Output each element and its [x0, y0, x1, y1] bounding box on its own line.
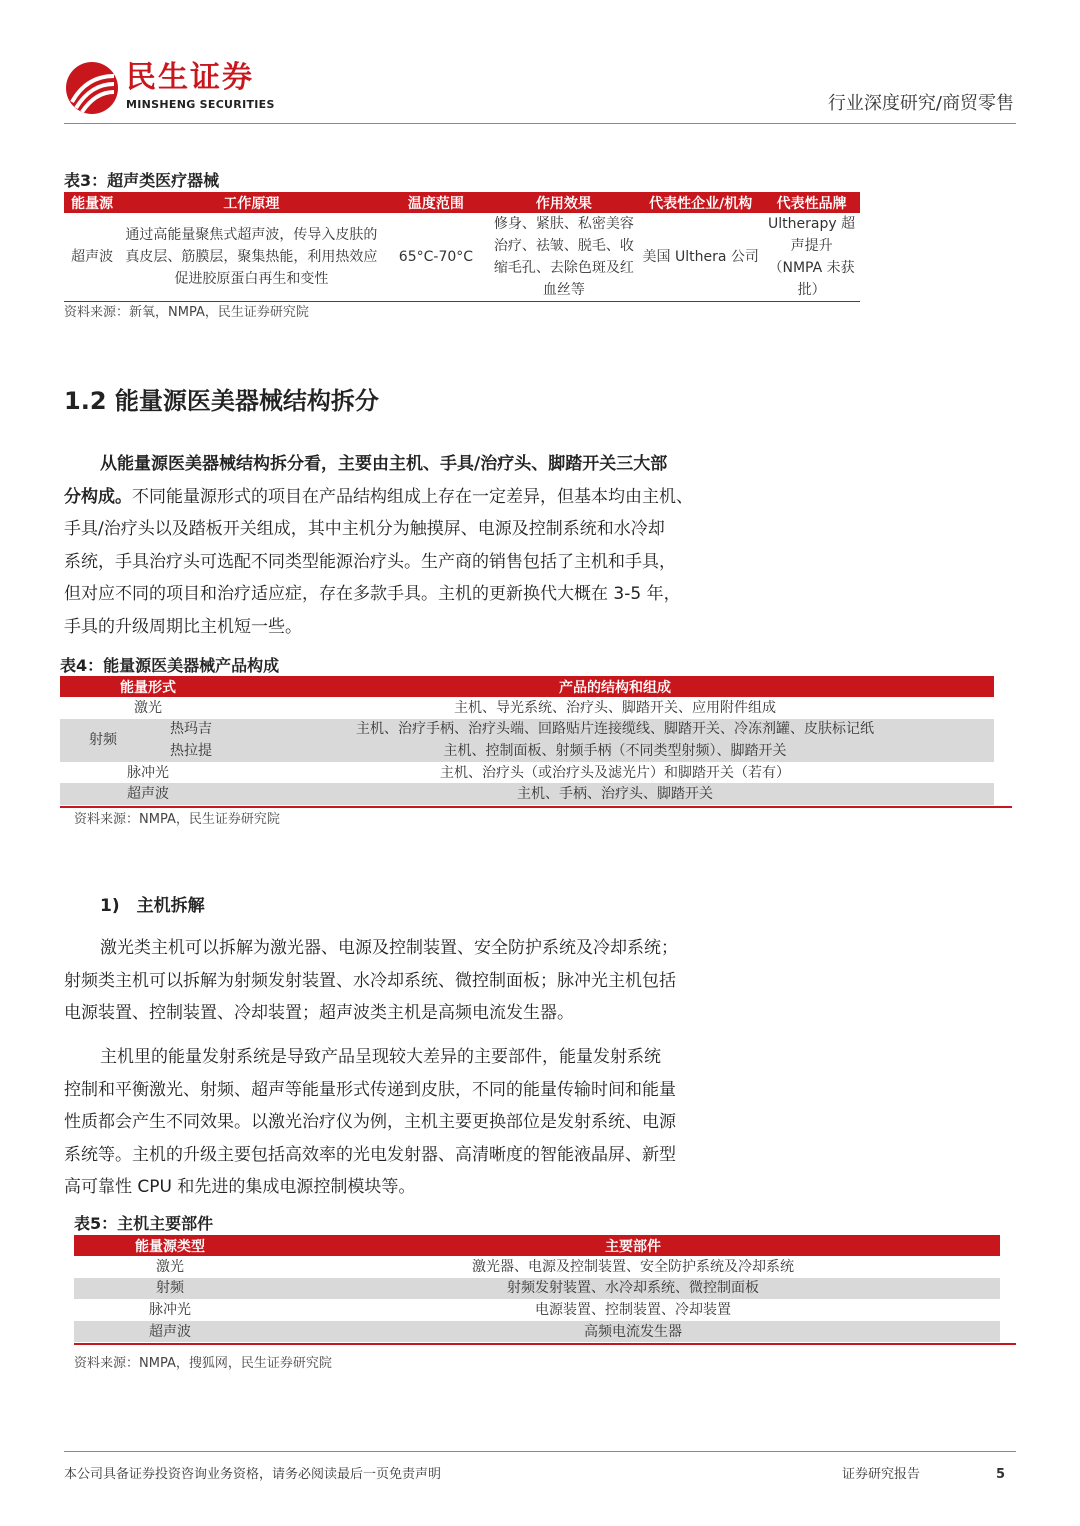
table-cell: 主机、治疗头（或治疗头及滤光片）和脚踏开关（若有） [440, 764, 790, 781]
logo-en-text: MINSHENG SECURITIES [126, 98, 275, 111]
table-cell: 激光 [156, 1258, 184, 1275]
table5-bottom-rule [74, 1343, 1016, 1345]
table3-header-row [64, 192, 860, 213]
table-row [74, 1256, 1000, 1278]
cell-line: 血丝等 [542, 282, 585, 298]
table3-header-cell: 能量源 [64, 192, 120, 213]
para-bold-line: 分构成。 [64, 486, 132, 507]
table-cell: 热拉提 [146, 740, 236, 762]
para-line: 射频类主机可以拆解为射频发射装置、水冷却系统、微控制面板；脉冲光主机包括 [64, 970, 676, 991]
report-category: 行业深度研究/商贸零售 [827, 93, 1014, 114]
para-line: 激光类主机可以拆解为激光器、电源及控制装置、安全防护系统及冷却系统； [100, 938, 678, 958]
cell-line: 批） [797, 282, 826, 298]
table-cell: 脉冲光 [127, 764, 169, 781]
table-cell: 超声波 [71, 249, 114, 265]
table-cell: 激光 [134, 699, 162, 716]
table-cell [763, 213, 860, 302]
page-number: 5 [996, 1467, 1006, 1482]
para-line: 电源装置、控制装置、冷却装置；超声波类主机是高频电流发生器。 [64, 1003, 574, 1024]
table3 [64, 192, 860, 302]
section-title: 1.2 能量源医美器械结构拆分 [64, 387, 379, 415]
table-row [74, 1299, 1000, 1321]
table3-header-cell: 代表性企业/机构 [638, 192, 763, 213]
logo-icon [66, 62, 118, 114]
table-row [74, 1278, 1000, 1300]
para-line: 不同能量源形式的项目在产品结构组成上存在一定差异，但基本均由主机、 [132, 486, 693, 507]
table-cell: 高频电流发生器 [266, 1321, 1000, 1343]
table-cell: 主机、导光系统、治疗头、脚踏开关、应用附件组成 [454, 699, 776, 716]
table4-source: 资料来源：NMPA，民生证券研究院 [74, 812, 280, 827]
table4-header-cell: 产品的结构和组成 [236, 676, 994, 697]
table4-bottom-rule [60, 806, 1012, 808]
table-row [60, 740, 994, 762]
para-line: 性质都会产生不同效果。以激光治疗仪为例，主机主要更换部位是发射系统、电源 [64, 1112, 676, 1133]
cell-line: 治疗、祛皱、脱毛、收 [493, 238, 634, 254]
table-cell: 主机、控制面板、射频手柄（不同类型射频）、脚踏开关 [236, 740, 994, 762]
logo-cn-text: 民生证券 [126, 60, 254, 95]
table4-header-row [60, 676, 994, 697]
table4-caption: 表4：能量源医美器械产品构成 [60, 656, 280, 675]
table-cell: 热玛吉 [146, 719, 236, 741]
table-cell: 射频发射装置、水冷却系统、微控制面板 [266, 1278, 1000, 1300]
table-cell: 超声波 [74, 1321, 266, 1343]
cell-line: 缩毛孔、去除色斑及红 [493, 260, 634, 276]
footer-disclaimer: 本公司具备证券投资咨询业务资格，请务必阅读最后一页免责声明 [64, 1467, 442, 1482]
table-row [60, 697, 994, 719]
table-cell: 主机、治疗手柄、治疗头端、回路贴片连接缆线、脚踏开关、冷冻剂罐、皮肤标记纸 [236, 719, 994, 741]
table4-header-cell: 能量形式 [60, 676, 236, 697]
cell-line: 真皮层、筋膜层，聚集热能，利用热效应 [125, 249, 378, 265]
table5 [74, 1235, 1000, 1342]
table5-source: 资料来源：NMPA，搜狐网，民生证券研究院 [74, 1356, 332, 1371]
cell-line: Ultherapy 超 [768, 216, 856, 232]
table-cell: 美国 Ulthera 公司 [642, 249, 759, 265]
table-cell [120, 213, 382, 302]
table-cell: 超声波 [60, 783, 236, 805]
table3-source: 资料来源：新氧，NMPA，民生证券研究院 [64, 305, 309, 320]
paragraph-host-breakdown [64, 932, 724, 1030]
paragraph-structure [64, 448, 724, 644]
table3-header-cell: 工作原理 [120, 192, 382, 213]
para-line: 系统等。主机的升级主要包括高效率的光电发射器、高清晰度的智能液晶屏、新型 [64, 1144, 676, 1165]
para-line: 主机里的能量发射系统是导致产品呈现较大差异的主要部件，能量发射系统 [100, 1047, 661, 1067]
table-row [74, 1321, 1000, 1343]
table4 [60, 676, 994, 805]
cell-line: 修身、紧肤、私密美容 [493, 216, 634, 232]
table-cell: 65°C-70°C [398, 249, 474, 265]
table3-caption: 表3：超声类医疗器械 [64, 171, 220, 190]
table-cell-group: 射频 [60, 719, 146, 762]
para-line: 手具的升级周期比主机短一些。 [64, 616, 302, 637]
table-row [60, 719, 994, 741]
table-cell: 主机、手柄、治疗头、脚踏开关 [236, 783, 994, 805]
cell-line: （NMPA 未获 [768, 260, 855, 276]
table-row [60, 762, 994, 784]
cell-line: 促进胶原蛋白再生和变性 [174, 271, 329, 287]
para-line: 系统，手具治疗头可选配不同类型能源治疗头。生产商的销售包括了主机和手具， [64, 551, 676, 572]
table-row [64, 213, 860, 302]
table3-header-cell: 温度范围 [382, 192, 489, 213]
table-cell: 电源装置、控制装置、冷却装置 [535, 1301, 731, 1318]
table-cell: 脉冲光 [149, 1301, 191, 1318]
footer-report-type: 证券研究报告 [842, 1467, 921, 1482]
table3-header-cell: 代表性品牌 [763, 192, 860, 213]
table5-header-cell: 能量源类型 [74, 1235, 266, 1256]
subsection-title: 1) 主机拆解 [100, 896, 205, 916]
cell-line: 通过高能量聚焦式超声波，传导入皮肤的 [125, 227, 378, 243]
para-line: 高可靠性 CPU 和先进的集成电源控制模块等。 [64, 1177, 416, 1198]
footer-divider [64, 1451, 1016, 1452]
table5-header-cell: 主要部件 [266, 1235, 1000, 1256]
table3-header-cell: 作用效果 [489, 192, 638, 213]
cell-line: 声提升 [790, 238, 833, 254]
para-bold-line: 从能量源医美器械结构拆分看，主要由主机、手具/治疗头、脚踏开关三大部 [100, 454, 668, 474]
table5-header-row [74, 1235, 1000, 1256]
header-divider [64, 123, 1016, 124]
table5-caption: 表5：主机主要部件 [74, 1214, 214, 1233]
table-cell: 射频 [74, 1278, 266, 1300]
table-cell: 激光器、电源及控制装置、安全防护系统及冷却系统 [472, 1258, 794, 1275]
para-line: 手具/治疗头以及踏板开关组成，其中主机分为触摸屏、电源及控制系统和水冷却 [64, 519, 665, 540]
paragraph-energy-system [64, 1041, 724, 1204]
table-cell [489, 213, 638, 302]
table-row [60, 783, 994, 805]
para-line: 控制和平衡激光、射频、超声等能量形式传递到皮肤，不同的能量传输时间和能量 [64, 1079, 676, 1100]
para-line: 但对应不同的项目和治疗适应症，存在多款手具。主机的更新换代大概在 3-5 年， [64, 584, 681, 605]
